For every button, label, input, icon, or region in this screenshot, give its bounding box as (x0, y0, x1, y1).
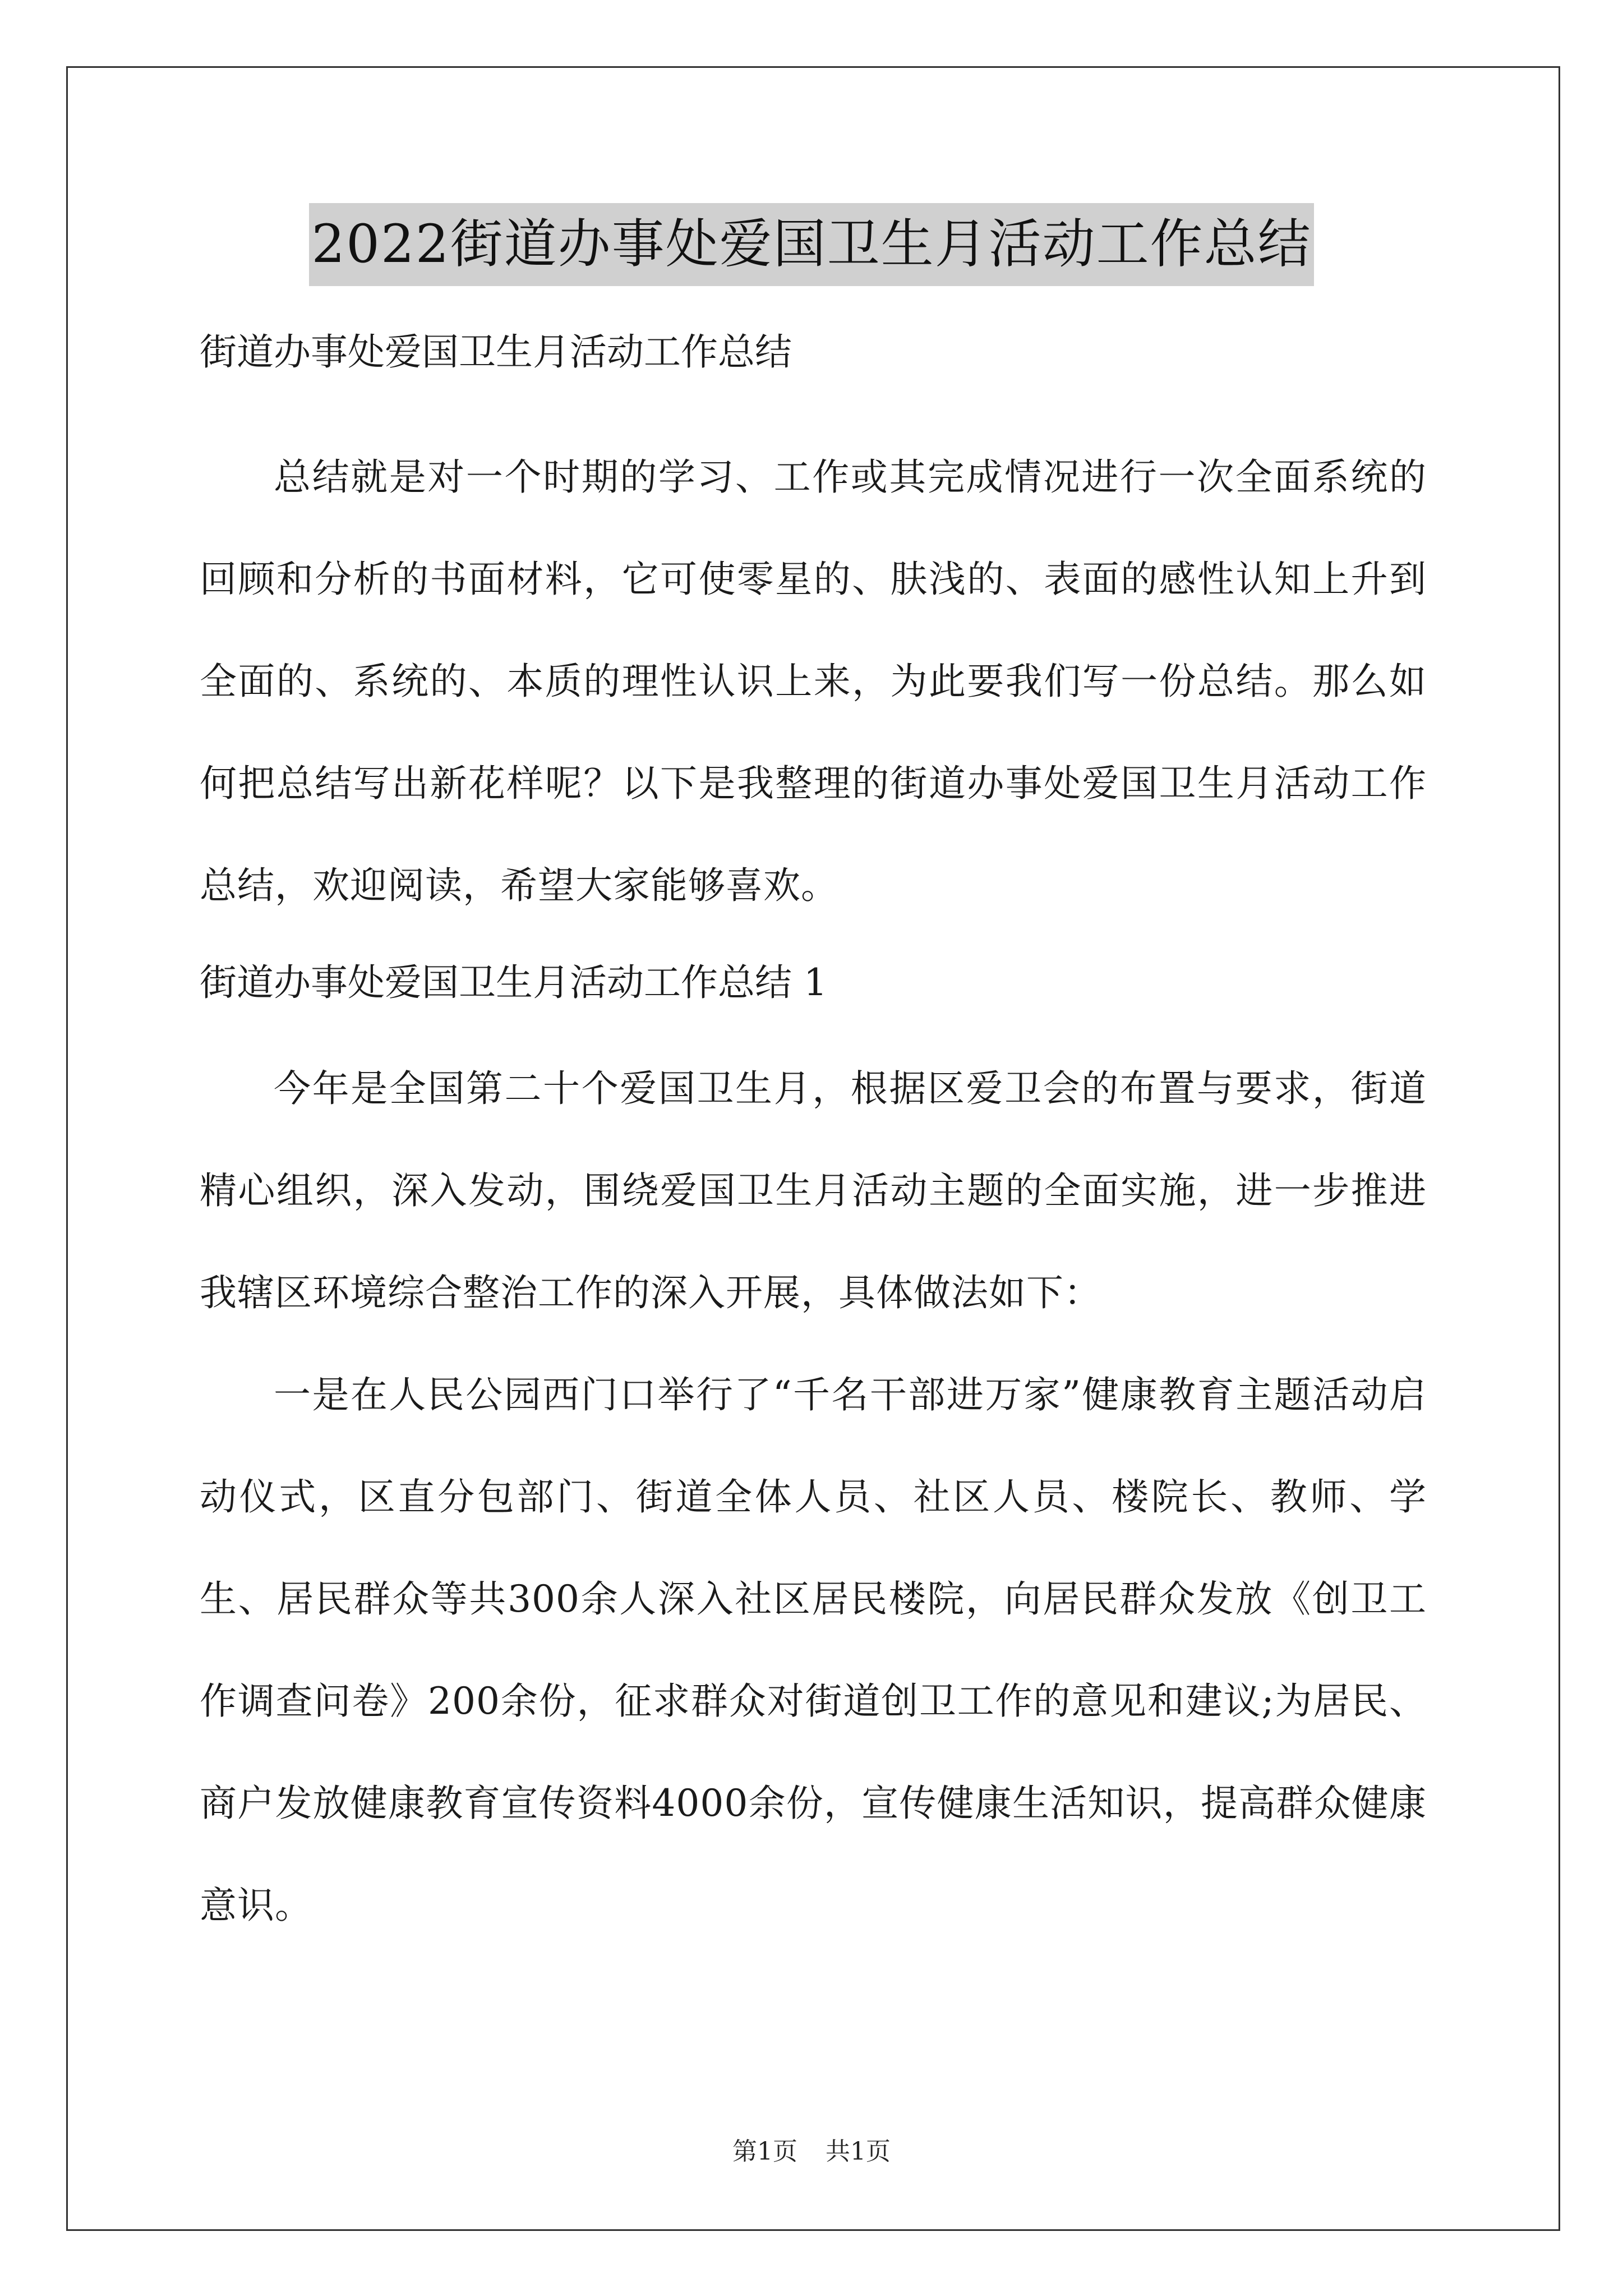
title-container (0, 203, 1623, 286)
page-total: 共1页 (826, 2137, 891, 2166)
page-number: 第1页 (732, 2137, 797, 2166)
document-body (200, 307, 1427, 1957)
body-paragraph-2: 一是在人民公园西门口举行了“千名干部进万家”健康教育主题活动启动仪式，区直分包部门、街道全体人员、社区人员、楼院长、教师、学生、居民群众等共300余人深入社区居民楼院，向居民群众发放《创卫工作调查问卷》200余份，征求群众对街道创卫工作的意见和建议;为居民、商户发放健康教育宣传资料4000余份，宣传健康生活知识，提高群众健康意识。 (200, 1373, 1427, 1927)
section-heading: 街道办事处爱国卫生月活动工作总结 1 (200, 961, 827, 1004)
page-footer (0, 2135, 1623, 2169)
document-subtitle: 街道办事处爱国卫生月活动工作总结 (200, 330, 792, 374)
document-title: 2022街道办事处爱国卫生月活动工作总结 (309, 203, 1313, 286)
body-paragraph-1: 今年是全国第二十个爱国卫生月，根据区爱卫会的布置与要求，街道精心组织，深入发动，围绕爱国卫生月活动主题的全面实施，进一步推进我辖区环境综合整治工作的深入开展，具体做法如下： (200, 1067, 1427, 1314)
intro-paragraph: 总结就是对一个时期的学习、工作或其完成情况进行一次全面系统的回顾和分析的书面材料，它可使零星的、肤浅的、表面的感性认知上升到全面的、系统的、本质的理性认识上来，为此要我们写一份总结。那么如何把总结写出新花样呢？以下是我整理的街道办事处爱国卫生月活动工作总结，欢迎阅读，希望大家能够喜欢。 (200, 455, 1427, 907)
